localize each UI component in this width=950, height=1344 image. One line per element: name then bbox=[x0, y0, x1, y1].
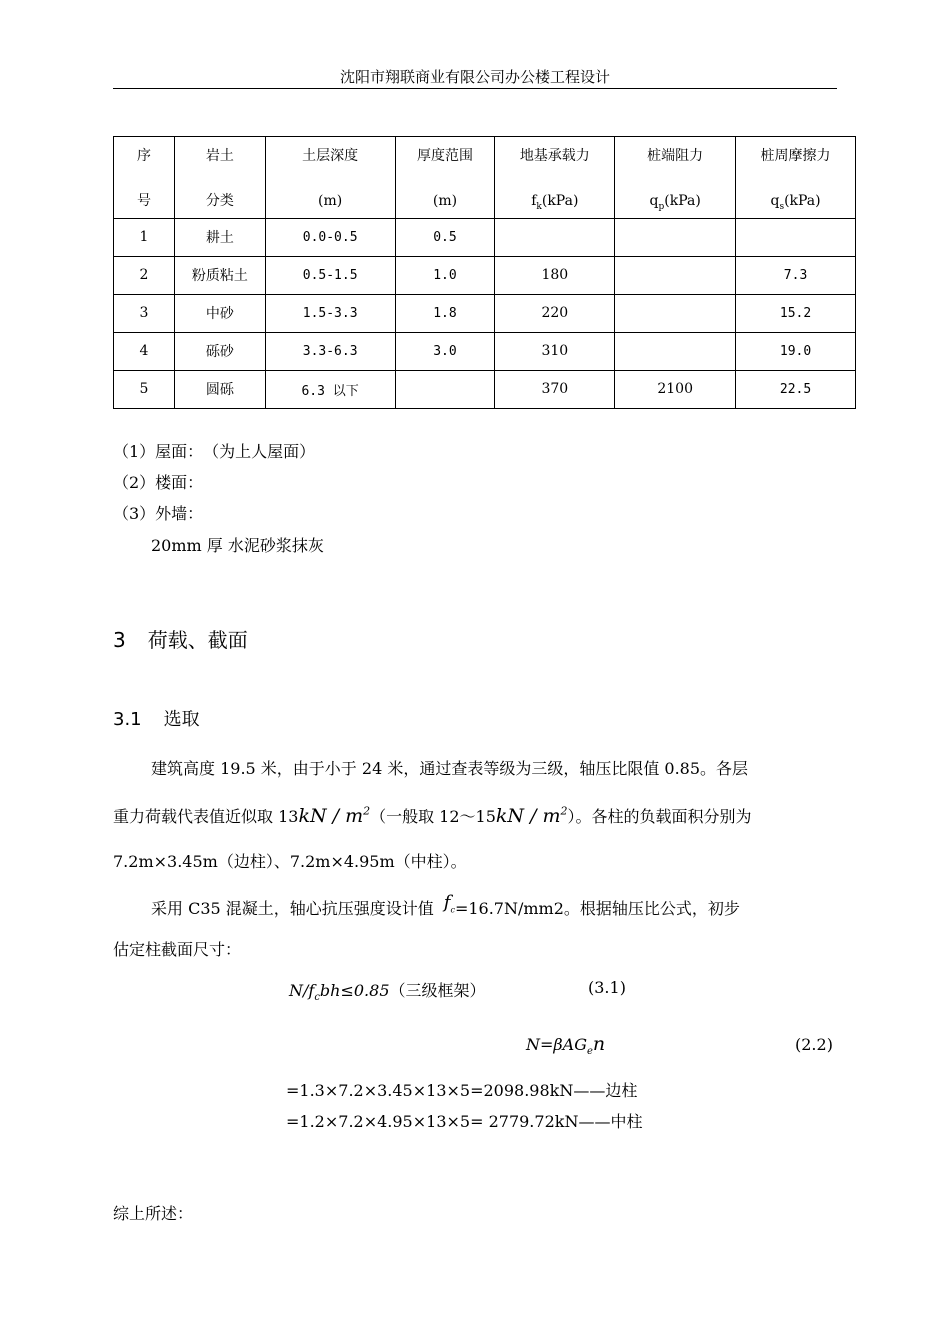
equation-2-2: N=βAG$_e$n bbox=[526, 1033, 606, 1058]
cell-qs bbox=[736, 218, 856, 256]
subsection-number: 3.1 bbox=[113, 709, 142, 730]
cell-no: 3 bbox=[114, 294, 175, 332]
header-cell: 序 号 bbox=[114, 137, 175, 219]
page-header: 沈阳市翔联商业有限公司办公楼工程设计 bbox=[339, 68, 610, 86]
cell-qp bbox=[615, 256, 736, 294]
table-row bbox=[114, 294, 856, 332]
calc-center-column: =1.2×7.2×4.95×13×5= 2779.72kN——中柱 bbox=[286, 1112, 643, 1131]
cell-no: 1 bbox=[114, 218, 175, 256]
equation-3-1-tag: (3.1) bbox=[588, 978, 626, 997]
equation-3-1: $N/f_cbh\le 0.85$（三级框架） bbox=[289, 981, 486, 1004]
subsection-title: 选取 bbox=[163, 709, 200, 730]
para2-line2: 估定柱截面尺寸： bbox=[113, 940, 242, 959]
header-cell: 桩周摩擦力 $q_s(kPa)$ bbox=[736, 137, 856, 219]
cell-type: 圆砾 bbox=[174, 370, 265, 408]
cell-fk bbox=[495, 218, 615, 256]
header-cell: 土层深度 (m) bbox=[265, 137, 395, 219]
cell-fk: 370 bbox=[495, 370, 615, 408]
cell-thickness: 1.8 bbox=[395, 294, 495, 332]
cell-qs: 22.5 bbox=[736, 370, 856, 408]
cell-no: 2 bbox=[114, 256, 175, 294]
table-row bbox=[114, 370, 856, 408]
cell-type: 中砂 bbox=[174, 294, 265, 332]
cell-qs: 7.3 bbox=[736, 256, 856, 294]
cell-depth: 0.0-0.5 bbox=[265, 218, 395, 256]
summary-text: 综上所述： bbox=[113, 1204, 194, 1223]
cell-fk: 310 bbox=[495, 332, 615, 370]
para1-line2: 重力荷载代表值近似取 $13kN / m^2$（一般取 12～15kN / $m^2$）。各柱的负载面积分别为 bbox=[113, 804, 752, 827]
cell-no: 5 bbox=[114, 370, 175, 408]
wall-finish: 20mm 厚 水泥砂浆抹灰 bbox=[151, 536, 324, 555]
header-divider bbox=[113, 88, 837, 89]
cell-qs: 15.2 bbox=[736, 294, 856, 332]
cell-thickness bbox=[395, 370, 495, 408]
cell-qp bbox=[615, 294, 736, 332]
cell-depth: 6.3 以下 bbox=[265, 370, 395, 408]
cell-depth: 3.3-6.3 bbox=[265, 332, 395, 370]
cell-thickness: 3.0 bbox=[395, 332, 495, 370]
header-cell: 厚度范围 (m) bbox=[395, 137, 495, 219]
cell-type: 砾砂 bbox=[174, 332, 265, 370]
cell-type: 粉质粘土 bbox=[174, 256, 265, 294]
soil-table bbox=[113, 136, 856, 409]
table-header-row bbox=[114, 137, 856, 219]
header-cell: 岩土 分类 bbox=[174, 137, 265, 219]
equation-2-2-tag: (2.2) bbox=[795, 1035, 833, 1054]
item-wall: （3）外墙： bbox=[113, 504, 204, 523]
cell-fk: 180 bbox=[495, 256, 615, 294]
cell-qp: 2100 bbox=[615, 370, 736, 408]
cell-qp bbox=[615, 218, 736, 256]
section-title: 荷载、截面 bbox=[147, 628, 248, 652]
para1-line3: 7.2m×3.45m（边柱）、7.2m×4.95m（中柱）。 bbox=[113, 852, 467, 871]
section-number: 3 bbox=[113, 628, 126, 652]
table-row bbox=[114, 332, 856, 370]
item-roof: （1）屋面： （为上人屋面） bbox=[113, 442, 316, 461]
cell-qs: 19.0 bbox=[736, 332, 856, 370]
cell-type: 耕土 bbox=[174, 218, 265, 256]
calc-edge-column: =1.3×7.2×3.45×13×5=2098.98kN——边柱 bbox=[286, 1081, 638, 1100]
unit-kn-m2: kN / $m^2$ bbox=[495, 804, 568, 827]
cell-fk: 220 bbox=[495, 294, 615, 332]
fc-symbol: $f_c$ bbox=[443, 892, 455, 915]
cell-depth: 0.5-1.5 bbox=[265, 256, 395, 294]
section-heading bbox=[113, 624, 248, 653]
unit-kn-m2: kN / $m^2$ bbox=[298, 804, 371, 827]
cell-thickness: 0.5 bbox=[395, 218, 495, 256]
table-row bbox=[114, 256, 856, 294]
cell-thickness: 1.0 bbox=[395, 256, 495, 294]
subsection-heading bbox=[113, 705, 200, 731]
item-floor: （2）楼面： bbox=[113, 473, 204, 492]
header-cell: 桩端阻力 $q_p(kPa)$ bbox=[615, 137, 736, 219]
cell-qp bbox=[615, 332, 736, 370]
para2-line1: 采用 C35 混凝土，轴心抗压强度设计值 $f_c=16.7N/mm2$。根据轴压比公式，初步 bbox=[151, 892, 740, 918]
header-cell: 地基承载力 $f_k(kPa)$ bbox=[495, 137, 615, 219]
table-row bbox=[114, 218, 856, 256]
cell-no: 4 bbox=[114, 332, 175, 370]
para1-line1: 建筑高度 19.5 米，由于小于 24 米，通过查表等级为三级，轴压比限值 0.85。各层 bbox=[151, 759, 749, 778]
cell-depth: 1.5-3.3 bbox=[265, 294, 395, 332]
